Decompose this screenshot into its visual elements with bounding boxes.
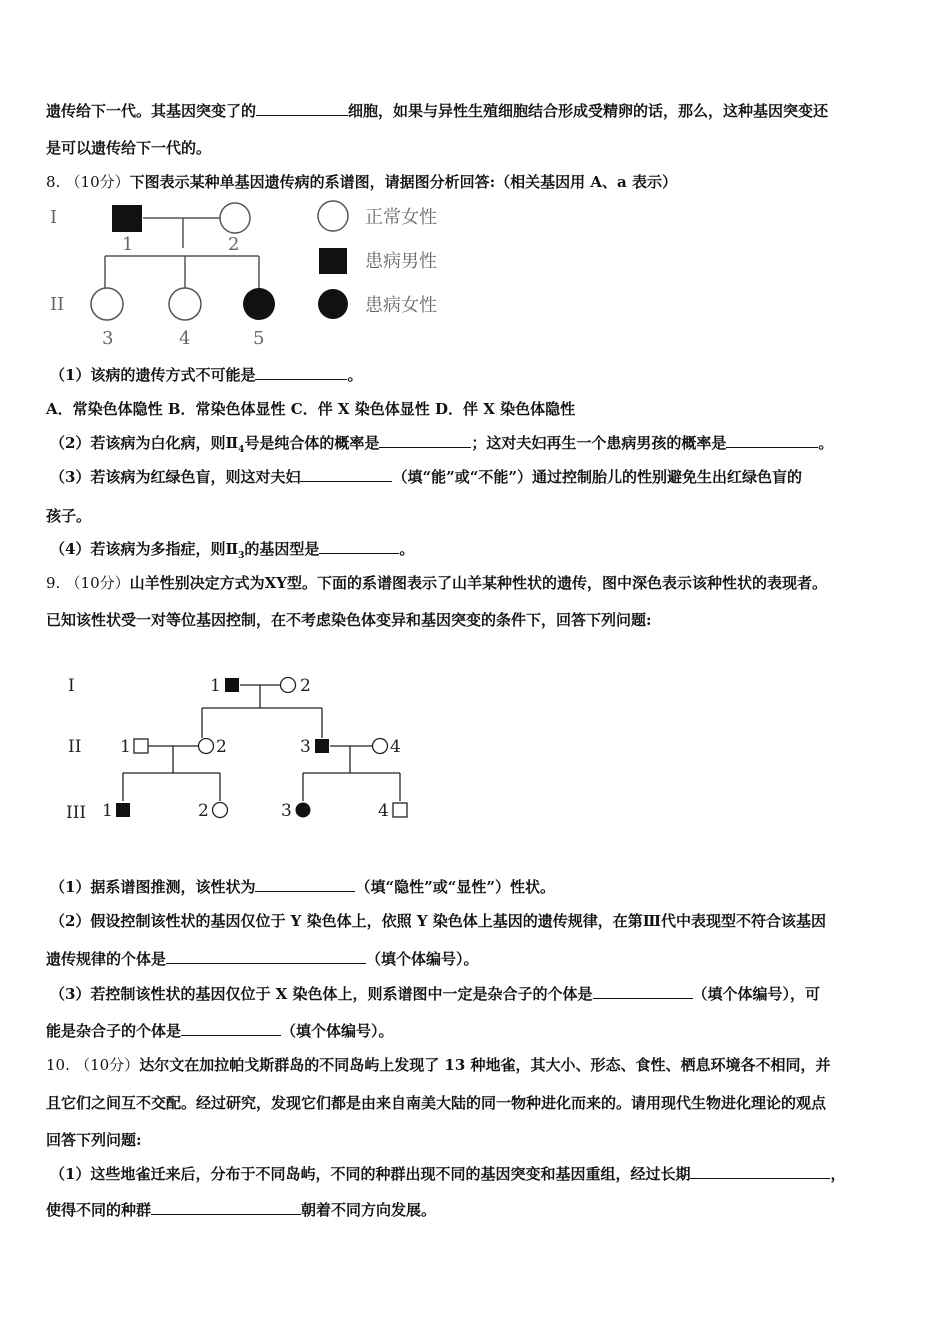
q9-i2-label: 2 (300, 676, 311, 696)
q8-part4-text: （4）若该病为多指症，则Ⅱ (50, 540, 239, 558)
q9-part2 (50, 911, 826, 931)
q10-stem-text2: 且它们之间互不交配。经过研究，发现它们都是由来自南美大陆的同一物种进化而来的。请用现代生物进化理论的观点 (46, 1094, 827, 1112)
q9-part2-text2: 遗传规律的个体是 (46, 950, 167, 968)
q9-part3-blank2[interactable] (181, 1021, 281, 1036)
q9-part3-text: （3）若控制该性状的基因仅位于 X 染色体上，则系谱图中一定是杂合子的个体是 (50, 985, 593, 1003)
q9-iii1-label: 1 (102, 801, 113, 821)
q8-part4 (50, 539, 414, 566)
q10-part2-text: 使得不同的种群 (46, 1201, 152, 1219)
q9-pedigree-figure (60, 668, 420, 828)
q10-part2-blank[interactable] (151, 1200, 301, 1215)
q8-label-2: 2 (228, 234, 240, 255)
q7-line2 (46, 138, 211, 158)
q10-part1 (50, 1164, 845, 1184)
q9-stem (46, 573, 827, 593)
q8-ii5-affected-female (243, 288, 275, 320)
q8-i2-normal-female (220, 203, 250, 233)
q8-stem (46, 172, 677, 192)
q8-part4-blank[interactable] (319, 539, 399, 554)
q9-gen-iii-label: III (66, 803, 87, 823)
q9-part2-text: （2）假设控制该性状的基因仅位于 Y 染色体上，依照 Y 染色体上基因的遗传规律，在第Ⅲ代中表现型不符合该基因 (50, 912, 827, 930)
q9-iii3-label: 3 (281, 801, 292, 821)
q9-part1-end: （填“隐性”或“显性”）性状。 (355, 878, 555, 896)
legend-normal-female-symbol (318, 201, 348, 231)
q7-line1 (46, 101, 828, 121)
q9-part2-cont (46, 949, 479, 969)
q8-part2 (50, 433, 833, 460)
q8-options-text: A．常染色体隐性 B．常染色体显性 C．伴 X 染色体显性 D．伴 X 染色体隐性 (46, 400, 576, 418)
q9-ii2-normal-female (199, 739, 214, 754)
q9-iii4-normal-male (393, 803, 407, 817)
q8-part1-text: （1）该病的遗传方式不可能是 (50, 366, 256, 384)
q9-ii4-normal-female (373, 739, 388, 754)
q8-i1-affected-male (112, 205, 142, 232)
q8-part1 (50, 365, 362, 385)
q8-part4-subscript: 3 (238, 551, 245, 561)
q8-part2-blank2[interactable] (726, 433, 818, 448)
q10-stem-text3: 回答下列问题: (46, 1131, 142, 1149)
q8-stem-text: 下图表示某种单基因遗传病的系谱图，请据图分析回答:（相关基因用 A、a 表示） (129, 173, 677, 191)
q8-part2-end: 。 (818, 434, 834, 452)
q9-iii4-label: 4 (378, 801, 389, 821)
q9-i2-normal-female (281, 678, 296, 693)
q9-ii3-affected-male (315, 739, 329, 753)
q8-part3-cont (46, 506, 91, 526)
legend-affected-male-label: 患病男性 (365, 251, 437, 272)
q8-number: 8. (46, 173, 61, 191)
q8-part2-blank1[interactable] (379, 433, 471, 448)
q8-part2-subscript: 4 (238, 445, 245, 455)
q10-stem-line2 (46, 1093, 826, 1113)
q8-ii4-normal-female (169, 288, 201, 320)
legend-affected-female-symbol (318, 289, 348, 319)
q8-label-3: 3 (102, 328, 114, 349)
q8-part2-text2: 号是纯合体的概率是 (244, 434, 380, 452)
q9-gen-ii-label: II (68, 737, 82, 757)
q9-ii3-label: 3 (300, 737, 311, 757)
q9-score: （10分） (65, 574, 130, 592)
q9-part3-end: （填个体编号）。 (281, 1022, 394, 1040)
q9-part2-end: （填个体编号）。 (366, 950, 479, 968)
q8-score: （10分） (65, 173, 130, 191)
q9-iii3-affected-female (296, 803, 311, 818)
q9-i1-label: 1 (210, 676, 221, 696)
q10-part1-text: （1）这些地雀迁来后，分布于不同岛屿，不同的种群出现不同的基因突变和基因重组，经过长期 (50, 1165, 691, 1183)
q8-gen-ii-label: II (50, 294, 65, 315)
q10-part1-blank[interactable] (690, 1164, 830, 1179)
q9-iii1-affected-male (116, 803, 130, 817)
q8-part1-end: 。 (347, 366, 363, 384)
q9-gen-i-label: I (68, 676, 75, 696)
q8-options (46, 399, 575, 419)
q9-part1-text: （1）据系谱图推测，该性状为 (50, 878, 256, 896)
q8-label-5: 5 (253, 328, 265, 349)
q8-part3-text: （3）若该病为红绿色盲，则这对夫妇 (50, 468, 301, 486)
q9-i1-affected-male (225, 678, 239, 692)
q8-part2-text3: ；这对夫妇再生一个患病男孩的概率是 (471, 434, 727, 452)
q9-part3-cont (46, 1021, 394, 1041)
q7-text-end: 是可以遗传给下一代的。 (46, 139, 212, 157)
q9-ii2-label: 2 (216, 737, 227, 757)
q8-label-1: 1 (122, 234, 134, 255)
q9-part3-text2: （填个体编号），可 (692, 985, 821, 1003)
q10-part1-end: ， (830, 1165, 846, 1183)
q10-part2-end: 朝着不同方向发展。 (301, 1201, 437, 1219)
q10-number: 10. (46, 1056, 70, 1074)
legend-affected-male-symbol (319, 248, 347, 274)
q9-ii4-label: 4 (390, 737, 401, 757)
q8-part2-text: （2）若该病为白化病，则Ⅱ (50, 434, 239, 452)
q9-iii2-label: 2 (198, 801, 209, 821)
q8-pedigree-figure (40, 198, 480, 350)
q10-score: （10分） (75, 1056, 140, 1074)
q9-part3-blank1[interactable] (593, 984, 693, 999)
q8-label-4: 4 (179, 328, 191, 349)
q9-part3 (50, 984, 820, 1004)
q9-number: 9. (46, 574, 61, 592)
q8-part4-end: 。 (399, 540, 415, 558)
q10-stem-text: 达尔文在加拉帕戈斯群岛的不同岛屿上发现了 13 种地雀，其大小、形态、食性、栖息环境各不相同，并 (139, 1056, 831, 1074)
q9-part1 (50, 877, 555, 897)
q8-part3-end: 孩子。 (46, 507, 92, 525)
q8-part3-text2: （填“能”或“不能”）通过控制胎儿的性别避免生出红绿色盲的 (392, 468, 802, 486)
q9-iii2-normal-female (213, 803, 228, 818)
q8-part3 (50, 467, 802, 487)
q7-text-cont: 细胞，如果与异性生殖细胞结合形成受精卵的话，那么，这种基因突变还 (348, 102, 829, 120)
q9-ii1-normal-male (134, 739, 148, 753)
legend-normal-female-label: 正常女性 (365, 207, 437, 228)
q9-stem-text: 山羊性别决定方式为XY型。下面的系谱图表示了山羊某种性状的遗传，图中深色表示该种性状的表现者。 (129, 574, 827, 592)
q10-stem-line3 (46, 1130, 142, 1150)
q9-part3-text3: 能是杂合子的个体是 (46, 1022, 182, 1040)
q7-text: 遗传给下一代。其基因突变了的 (46, 102, 257, 120)
q9-part2-blank[interactable] (166, 949, 366, 964)
q8-part3-blank[interactable] (300, 467, 392, 482)
q9-stem-line2 (46, 610, 652, 630)
legend-affected-female-label: 患病女性 (365, 295, 437, 316)
q9-stem-text2: 已知该性状受一对等位基因控制，在不考虑染色体变异和基因突变的条件下，回答下列问题: (46, 611, 652, 629)
q10-stem (46, 1055, 831, 1075)
q9-ii1-label: 1 (120, 737, 131, 757)
q7-blank[interactable] (256, 101, 348, 116)
q8-ii3-normal-female (91, 288, 123, 320)
q10-part2 (46, 1200, 436, 1220)
q8-part4-text2: 的基因型是 (244, 540, 320, 558)
q9-part1-blank[interactable] (255, 877, 355, 892)
q8-gen-i-label: I (50, 207, 58, 228)
q8-part1-blank[interactable] (255, 365, 347, 380)
